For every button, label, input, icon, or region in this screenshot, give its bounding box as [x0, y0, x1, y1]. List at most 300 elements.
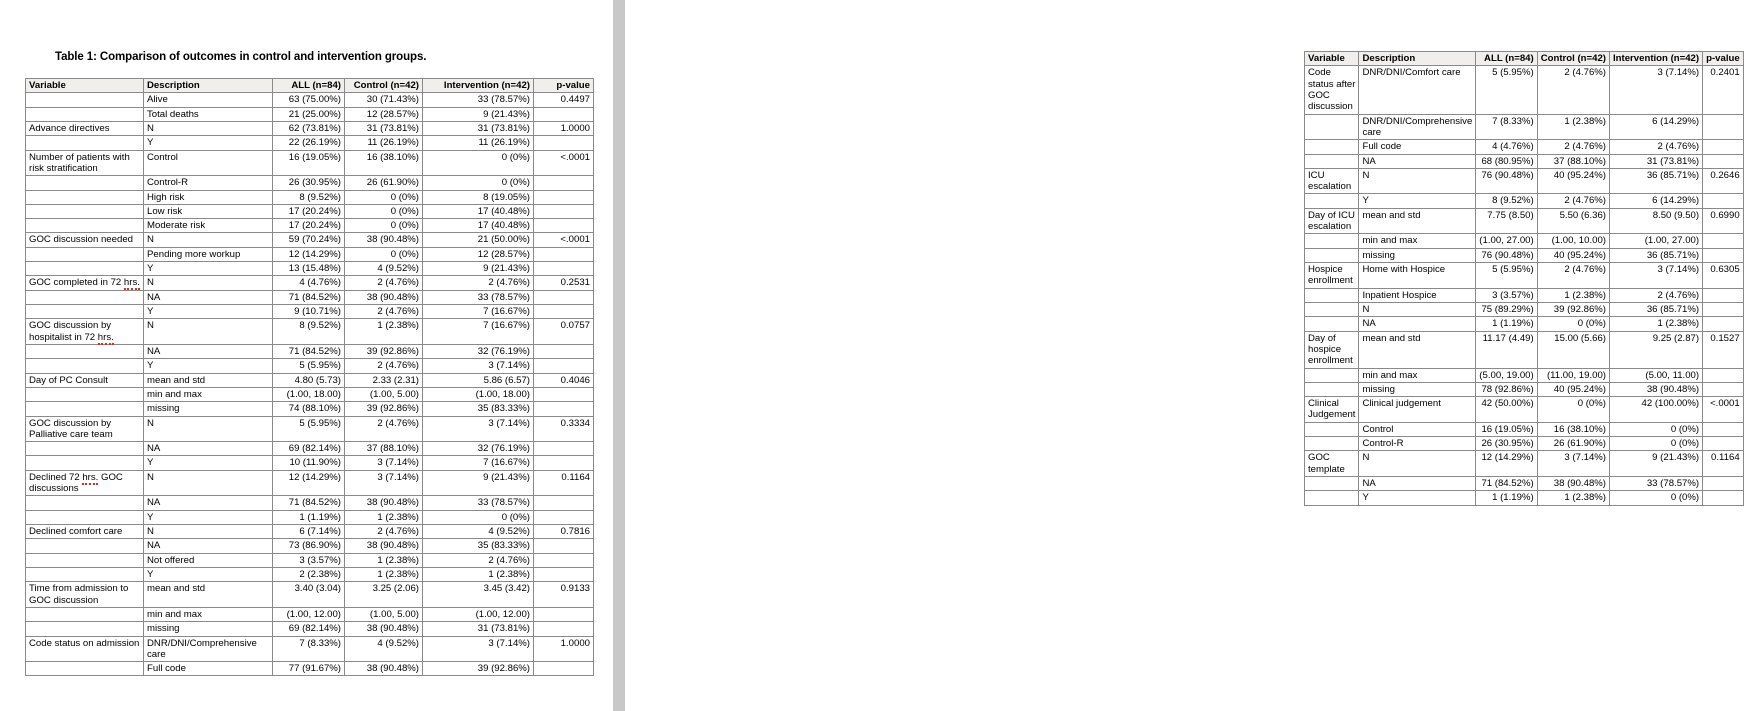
cell-pvalue — [534, 456, 594, 470]
cell-all: 75 (89.29%) — [1476, 302, 1537, 316]
column-header-all: ALL (n=84) — [1476, 52, 1537, 66]
cell-variable — [1305, 154, 1359, 168]
cell-description: NA — [1359, 154, 1476, 168]
table-row — [1305, 154, 1744, 168]
cell-control: 0 (0%) — [1537, 317, 1609, 331]
cell-pvalue — [1703, 437, 1744, 451]
cell-pvalue — [1703, 114, 1744, 140]
cell-pvalue — [1703, 368, 1744, 382]
cell-variable — [26, 136, 144, 150]
cell-control: 2 (4.76%) — [345, 276, 423, 290]
cell-pvalue: 0.4497 — [534, 93, 594, 107]
cell-description: Pending more workup — [144, 247, 273, 261]
cell-intervention: 42 (100.00%) — [1610, 397, 1703, 423]
cell-pvalue — [534, 622, 594, 636]
cell-description: N — [1359, 302, 1476, 316]
cell-variable: Declined comfort care — [26, 525, 144, 539]
cell-variable — [1305, 437, 1359, 451]
cell-pvalue — [534, 510, 594, 524]
cell-variable — [26, 204, 144, 218]
cell-description: Y — [1359, 194, 1476, 208]
cell-all: 21 (25.00%) — [273, 107, 345, 121]
cell-description: N — [144, 470, 273, 496]
cell-all: 26 (30.95%) — [273, 176, 345, 190]
table-row — [26, 176, 594, 190]
cell-description: N — [144, 121, 273, 135]
cell-variable — [26, 190, 144, 204]
cell-intervention: 6 (14.29%) — [1610, 194, 1703, 208]
cell-all: (1.00, 12.00) — [273, 607, 345, 621]
cell-all: 7 (8.33%) — [1476, 114, 1537, 140]
cell-pvalue: 0.1164 — [1703, 451, 1744, 477]
table-row — [1305, 368, 1744, 382]
cell-intervention: 3.45 (3.42) — [423, 582, 534, 608]
cell-variable — [1305, 491, 1359, 505]
cell-description: NA — [144, 496, 273, 510]
cell-pvalue — [1703, 154, 1744, 168]
cell-intervention: 33 (78.57%) — [423, 290, 534, 304]
cell-intervention: 2 (4.76%) — [1610, 288, 1703, 302]
cell-variable — [26, 510, 144, 524]
cell-pvalue — [534, 344, 594, 358]
cell-description: Inpatient Hospice — [1359, 288, 1476, 302]
cell-control: 4 (9.52%) — [345, 636, 423, 662]
cell-pvalue: 0.3334 — [534, 416, 594, 442]
cell-all: 63 (75.00%) — [273, 93, 345, 107]
cell-intervention: (5.00, 11.00) — [1610, 368, 1703, 382]
cell-variable — [26, 662, 144, 676]
cell-description: mean and std — [1359, 331, 1476, 368]
cell-all: 77 (91.67%) — [273, 662, 345, 676]
cell-all: 59 (70.24%) — [273, 233, 345, 247]
table-row — [26, 247, 594, 261]
cell-intervention: 9 (21.43%) — [423, 107, 534, 121]
cell-intervention: 33 (78.57%) — [1610, 477, 1703, 491]
cell-pvalue: 0.9133 — [534, 582, 594, 608]
cell-control: 1 (2.38%) — [1537, 288, 1609, 302]
cell-variable: Hospice enrollment — [1305, 263, 1359, 289]
cell-control: 38 (90.48%) — [345, 496, 423, 510]
cell-all: 12 (14.29%) — [273, 470, 345, 496]
cell-variable — [26, 93, 144, 107]
table-row — [1305, 477, 1744, 491]
column-header-control: Control (n=42) — [1537, 52, 1609, 66]
table-row — [26, 359, 594, 373]
cell-variable: Day of PC Consult — [26, 373, 144, 387]
cell-control: 1 (2.38%) — [1537, 114, 1609, 140]
table-row — [26, 190, 594, 204]
cell-description: Clinical judgement — [1359, 397, 1476, 423]
cell-intervention: 6 (14.29%) — [1610, 114, 1703, 140]
cell-control: 0 (0%) — [345, 219, 423, 233]
cell-description: NA — [144, 290, 273, 304]
table-row — [26, 662, 594, 676]
cell-description: Home with Hospice — [1359, 263, 1476, 289]
cell-description: min and max — [144, 607, 273, 621]
cell-intervention: 0 (0%) — [1610, 422, 1703, 436]
cell-variable: Advance directives — [26, 121, 144, 135]
outcomes-table-part-1 — [25, 78, 594, 676]
cell-description: Total deaths — [144, 107, 273, 121]
table-row — [26, 525, 594, 539]
cell-all: 69 (82.14%) — [273, 442, 345, 456]
cell-intervention: 3 (7.14%) — [423, 636, 534, 662]
cell-all: 5 (5.95%) — [273, 416, 345, 442]
cell-intervention: 38 (90.48%) — [1610, 382, 1703, 396]
cell-control: 2 (4.76%) — [1537, 140, 1609, 154]
spellcheck-underline: hrs. — [123, 277, 140, 289]
cell-control: (1.00, 5.00) — [345, 607, 423, 621]
cell-all: 3 (3.57%) — [1476, 288, 1537, 302]
cell-pvalue — [534, 290, 594, 304]
column-header-description: Description — [144, 79, 273, 93]
cell-description: missing — [1359, 382, 1476, 396]
cell-description: NA — [1359, 317, 1476, 331]
table-row — [1305, 248, 1744, 262]
cell-variable — [26, 442, 144, 456]
cell-description: N — [1359, 168, 1476, 194]
cell-description: DNR/DNI/Comprehensive care — [144, 636, 273, 662]
cell-pvalue — [1703, 140, 1744, 154]
cell-intervention: 9 (21.43%) — [423, 470, 534, 496]
cell-all: 22 (26.19%) — [273, 136, 345, 150]
cell-pvalue — [534, 539, 594, 553]
cell-pvalue — [534, 662, 594, 676]
cell-variable — [1305, 477, 1359, 491]
cell-all: 62 (73.81%) — [273, 121, 345, 135]
cell-all: 6 (7.14%) — [273, 525, 345, 539]
cell-description: missing — [144, 402, 273, 416]
cell-description: Y — [144, 262, 273, 276]
cell-control: 37 (88.10%) — [1537, 154, 1609, 168]
spellcheck-underline: hrs. — [82, 471, 99, 483]
cell-control: 2 (4.76%) — [345, 416, 423, 442]
cell-intervention: 12 (28.57%) — [423, 247, 534, 261]
column-header-pvalue: p-value — [1703, 52, 1744, 66]
cell-control: 30 (71.43%) — [345, 93, 423, 107]
cell-description: N — [144, 276, 273, 290]
table-row — [26, 416, 594, 442]
cell-all: 4 (4.76%) — [273, 276, 345, 290]
cell-all: 17 (20.24%) — [273, 204, 345, 218]
cell-pvalue: 0.7816 — [534, 525, 594, 539]
table-row — [26, 510, 594, 524]
table-row — [1305, 422, 1744, 436]
cell-description: min and max — [1359, 234, 1476, 248]
cell-description: Full code — [1359, 140, 1476, 154]
table-row — [1305, 263, 1744, 289]
cell-control: 3 (7.14%) — [1537, 451, 1609, 477]
cell-pvalue — [1703, 382, 1744, 396]
cell-variable — [26, 262, 144, 276]
table-row — [1305, 382, 1744, 396]
cell-description: Full code — [144, 662, 273, 676]
cell-variable: Day of hospice enrollment — [1305, 331, 1359, 368]
cell-all: 3.40 (3.04) — [273, 582, 345, 608]
cell-pvalue: 0.6305 — [1703, 263, 1744, 289]
cell-intervention: 0 (0%) — [1610, 437, 1703, 451]
cell-control: 2 (4.76%) — [1537, 66, 1609, 114]
cell-control: 0 (0%) — [345, 247, 423, 261]
cell-all: 16 (19.05%) — [1476, 422, 1537, 436]
cell-intervention: 33 (78.57%) — [423, 93, 534, 107]
cell-pvalue — [534, 553, 594, 567]
table-row — [26, 373, 594, 387]
cell-all: 8 (9.52%) — [273, 190, 345, 204]
table-caption: Table 1: Comparison of outcomes in control and intervention groups. — [55, 51, 427, 63]
cell-control: 1 (2.38%) — [345, 567, 423, 581]
cell-variable: Day of ICU escalation — [1305, 208, 1359, 234]
cell-intervention: (1.00, 27.00) — [1610, 234, 1703, 248]
cell-description: Low risk — [144, 204, 273, 218]
table-row — [26, 219, 594, 233]
cell-pvalue: 0.4046 — [534, 373, 594, 387]
table-row — [1305, 140, 1744, 154]
cell-control: 40 (95.24%) — [1537, 382, 1609, 396]
table-row — [26, 622, 594, 636]
spellcheck-underline: hrs. — [97, 331, 114, 343]
document-page-right — [625, 0, 1740, 711]
cell-control: 39 (92.86%) — [1537, 302, 1609, 316]
cell-description: Y — [1359, 491, 1476, 505]
cell-pvalue — [1703, 422, 1744, 436]
cell-intervention: 3 (7.14%) — [423, 416, 534, 442]
cell-control: 26 (61.90%) — [345, 176, 423, 190]
cell-description: High risk — [144, 190, 273, 204]
cell-all: (1.00, 18.00) — [273, 387, 345, 401]
cell-all: (5.00, 19.00) — [1476, 368, 1537, 382]
cell-pvalue — [534, 607, 594, 621]
cell-all: 7 (8.33%) — [273, 636, 345, 662]
cell-variable — [26, 622, 144, 636]
table-row — [26, 582, 594, 608]
cell-variable — [26, 247, 144, 261]
cell-variable — [26, 456, 144, 470]
cell-variable — [1305, 368, 1359, 382]
cell-all: 4 (4.76%) — [1476, 140, 1537, 154]
cell-variable — [1305, 140, 1359, 154]
table-row — [26, 539, 594, 553]
cell-description: N — [144, 233, 273, 247]
cell-intervention: 31 (73.81%) — [1610, 154, 1703, 168]
cell-all: (1.00, 27.00) — [1476, 234, 1537, 248]
cell-description: Control — [1359, 422, 1476, 436]
table-row — [1305, 302, 1744, 316]
cell-intervention: 2 (4.76%) — [1610, 140, 1703, 154]
table-row — [26, 553, 594, 567]
cell-control: 2 (4.76%) — [1537, 194, 1609, 208]
cell-variable — [26, 290, 144, 304]
cell-pvalue — [534, 190, 594, 204]
cell-pvalue — [534, 219, 594, 233]
cell-description: mean and std — [1359, 208, 1476, 234]
cell-all: 7.75 (8.50) — [1476, 208, 1537, 234]
table-row — [26, 290, 594, 304]
cell-pvalue — [1703, 477, 1744, 491]
cell-pvalue: 0.6990 — [1703, 208, 1744, 234]
cell-control: 2 (4.76%) — [345, 359, 423, 373]
cell-control: 31 (73.81%) — [345, 121, 423, 135]
table-row — [26, 204, 594, 218]
cell-control: 3 (7.14%) — [345, 456, 423, 470]
cell-control: 11 (26.19%) — [345, 136, 423, 150]
cell-pvalue: 0.1164 — [534, 470, 594, 496]
cell-control: 40 (95.24%) — [1537, 248, 1609, 262]
cell-pvalue: 1.0000 — [534, 636, 594, 662]
column-header-intervention: Intervention (n=42) — [423, 79, 534, 93]
cell-description: NA — [144, 442, 273, 456]
cell-intervention: 32 (76.19%) — [423, 442, 534, 456]
cell-intervention: 31 (73.81%) — [423, 622, 534, 636]
cell-pvalue — [1703, 194, 1744, 208]
column-header-variable: Variable — [1305, 52, 1359, 66]
cell-variable: Code status after GOC discussion — [1305, 66, 1359, 114]
cell-control: 0 (0%) — [345, 190, 423, 204]
table-row — [26, 262, 594, 276]
cell-all: 1 (1.19%) — [273, 510, 345, 524]
cell-all: 12 (14.29%) — [273, 247, 345, 261]
cell-intervention: 8 (19.05%) — [423, 190, 534, 204]
cell-description: mean and std — [144, 373, 273, 387]
cell-variable: Time from admission to GOC discussion — [26, 582, 144, 608]
cell-pvalue — [1703, 288, 1744, 302]
cell-variable — [26, 176, 144, 190]
cell-intervention: 7 (16.67%) — [423, 319, 534, 345]
cell-intervention: 35 (83.33%) — [423, 402, 534, 416]
cell-control: 38 (90.48%) — [345, 622, 423, 636]
cell-pvalue — [534, 247, 594, 261]
cell-intervention: 17 (40.48%) — [423, 204, 534, 218]
table-row — [26, 305, 594, 319]
cell-intervention: 17 (40.48%) — [423, 219, 534, 233]
cell-intervention: 11 (26.19%) — [423, 136, 534, 150]
table-row — [1305, 194, 1744, 208]
cell-variable — [26, 539, 144, 553]
cell-control: 3 (7.14%) — [345, 470, 423, 496]
cell-pvalue — [1703, 248, 1744, 262]
cell-intervention: 3 (7.14%) — [423, 359, 534, 373]
column-header-variable: Variable — [26, 79, 144, 93]
cell-pvalue — [1703, 302, 1744, 316]
cell-all: 74 (88.10%) — [273, 402, 345, 416]
cell-variable — [1305, 234, 1359, 248]
cell-variable — [26, 553, 144, 567]
cell-intervention: (1.00, 18.00) — [423, 387, 534, 401]
cell-variable — [26, 496, 144, 510]
cell-control: 38 (90.48%) — [1537, 477, 1609, 491]
cell-intervention: (1.00, 12.00) — [423, 607, 534, 621]
cell-pvalue — [534, 176, 594, 190]
cell-all: 4.80 (5.73) — [273, 373, 345, 387]
cell-intervention: 36 (85.71%) — [1610, 248, 1703, 262]
cell-variable: ICU escalation — [1305, 168, 1359, 194]
cell-intervention: 32 (76.19%) — [423, 344, 534, 358]
cell-description: NA — [144, 539, 273, 553]
cell-all: 78 (92.86%) — [1476, 382, 1537, 396]
cell-all: 8 (9.52%) — [273, 319, 345, 345]
cell-control: 39 (92.86%) — [345, 402, 423, 416]
cell-intervention: 0 (0%) — [423, 176, 534, 190]
cell-control: 39 (92.86%) — [345, 344, 423, 358]
cell-control: (1.00, 5.00) — [345, 387, 423, 401]
cell-pvalue — [534, 262, 594, 276]
table-row — [1305, 208, 1744, 234]
cell-pvalue: 1.0000 — [534, 121, 594, 135]
cell-pvalue — [534, 305, 594, 319]
cell-control: 1 (2.38%) — [345, 319, 423, 345]
cell-pvalue — [534, 387, 594, 401]
cell-control: 0 (0%) — [345, 204, 423, 218]
table-row — [26, 93, 594, 107]
cell-all: 42 (50.00%) — [1476, 397, 1537, 423]
cell-control: 2 (4.76%) — [1537, 263, 1609, 289]
cell-all: 69 (82.14%) — [273, 622, 345, 636]
cell-intervention: 9 (21.43%) — [423, 262, 534, 276]
cell-all: 8 (9.52%) — [1476, 194, 1537, 208]
table-row — [26, 121, 594, 135]
cell-intervention: 0 (0%) — [423, 150, 534, 176]
cell-description: Y — [144, 567, 273, 581]
cell-control: 1 (2.38%) — [345, 510, 423, 524]
cell-all: 1 (1.19%) — [1476, 491, 1537, 505]
cell-description: Control-R — [1359, 437, 1476, 451]
cell-control: 1 (2.38%) — [345, 553, 423, 567]
cell-control: 38 (90.48%) — [345, 539, 423, 553]
cell-all: 71 (84.52%) — [273, 496, 345, 510]
cell-variable — [26, 359, 144, 373]
cell-all: 68 (80.95%) — [1476, 154, 1537, 168]
cell-description: min and max — [144, 387, 273, 401]
cell-description: N — [144, 416, 273, 442]
cell-pvalue — [1703, 234, 1744, 248]
cell-variable: GOC template — [1305, 451, 1359, 477]
cell-description: N — [1359, 451, 1476, 477]
cell-pvalue — [1703, 491, 1744, 505]
document-page-left — [0, 0, 613, 711]
cell-intervention: 7 (16.67%) — [423, 305, 534, 319]
cell-variable — [26, 402, 144, 416]
cell-description: mean and std — [144, 582, 273, 608]
cell-intervention: 5.86 (6.57) — [423, 373, 534, 387]
cell-all: 10 (11.90%) — [273, 456, 345, 470]
cell-control: 40 (95.24%) — [1537, 168, 1609, 194]
cell-intervention: 31 (73.81%) — [423, 121, 534, 135]
cell-variable: Number of patients with risk stratification — [26, 150, 144, 176]
column-header-all: ALL (n=84) — [273, 79, 345, 93]
cell-pvalue — [534, 204, 594, 218]
table-header-row — [26, 79, 594, 93]
column-header-intervention: Intervention (n=42) — [1610, 52, 1703, 66]
cell-variable: GOC discussion needed — [26, 233, 144, 247]
table-row — [1305, 491, 1744, 505]
cell-intervention: 7 (16.67%) — [423, 456, 534, 470]
cell-pvalue: 0.2646 — [1703, 168, 1744, 194]
column-header-pvalue: p-value — [534, 79, 594, 93]
cell-control: 2 (4.76%) — [345, 305, 423, 319]
cell-variable: Code status on admission — [26, 636, 144, 662]
cell-all: 73 (86.90%) — [273, 539, 345, 553]
cell-variable — [1305, 382, 1359, 396]
cell-description: min and max — [1359, 368, 1476, 382]
cell-control: 38 (90.48%) — [345, 233, 423, 247]
cell-control: 12 (28.57%) — [345, 107, 423, 121]
cell-description: missing — [1359, 248, 1476, 262]
cell-description: Y — [144, 510, 273, 524]
cell-intervention: 8.50 (9.50) — [1610, 208, 1703, 234]
cell-all: 16 (19.05%) — [273, 150, 345, 176]
cell-intervention: 0 (0%) — [1610, 491, 1703, 505]
cell-variable — [26, 344, 144, 358]
